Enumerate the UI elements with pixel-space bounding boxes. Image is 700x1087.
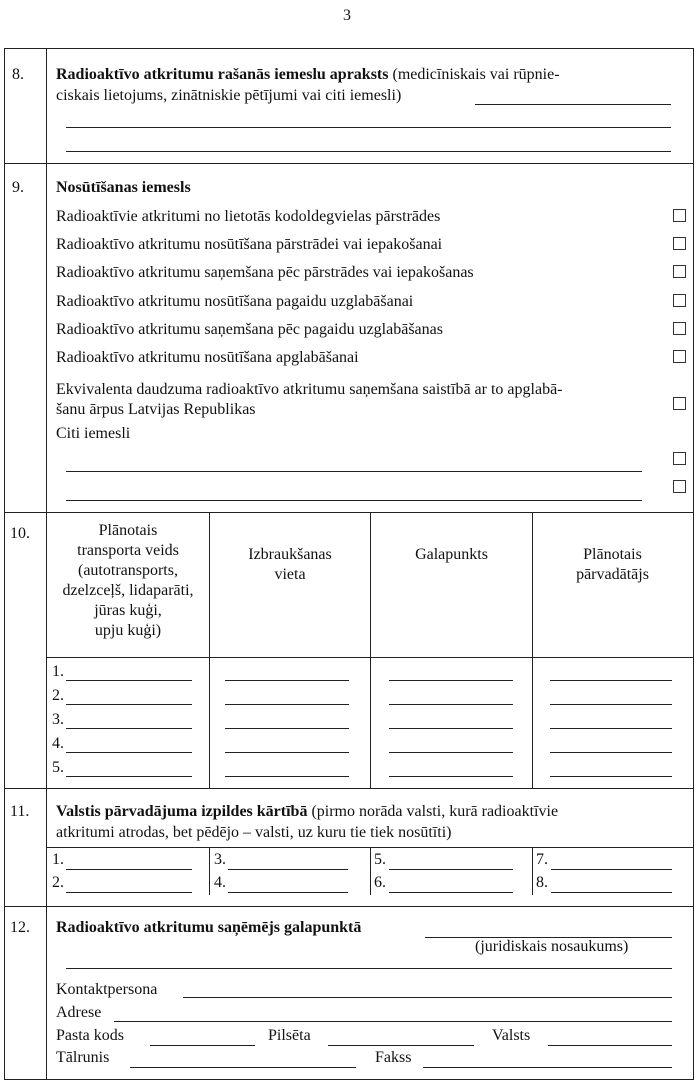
country-1-field[interactable]	[66, 869, 192, 870]
section-9-title: Nosūtīšanas iemesls	[56, 179, 191, 196]
postal-code-field[interactable]	[150, 1045, 255, 1046]
phone-label: Tālrunis	[56, 1049, 110, 1066]
section-8-field-1[interactable]	[475, 104, 671, 105]
carrier-header	[533, 545, 692, 585]
departure-header-line-2: vieta	[274, 566, 306, 583]
page-number: 3	[343, 7, 351, 24]
fax-label: Fakss	[375, 1049, 412, 1066]
transport-row-1-destination-field[interactable]	[389, 680, 513, 681]
carrier-header-line-1: Plānotais	[583, 546, 642, 563]
country-field[interactable]	[548, 1045, 672, 1046]
country-4-field[interactable]	[228, 892, 348, 893]
contact-person-field[interactable]	[183, 997, 672, 998]
transport-row-5-destination-field[interactable]	[389, 776, 513, 777]
fax-field[interactable]	[423, 1067, 672, 1068]
transport-row-1-type-field[interactable]	[66, 680, 192, 681]
reason-option-2-label: Radioaktīvo atkritumu nosūtīšana pārstrādei vai iepakošanai	[56, 236, 443, 253]
section-8-field-2[interactable]	[66, 127, 671, 128]
reason-other-field-1[interactable]	[66, 471, 642, 472]
transport-type-header-line-1: Plānotais	[98, 522, 158, 539]
transport-row-2-number: 2.	[52, 687, 64, 704]
transport-row-2-departure-field[interactable]	[225, 704, 349, 705]
destination-header	[371, 545, 532, 565]
reason-other-checkbox-1[interactable]	[673, 452, 686, 465]
address-field[interactable]	[114, 1021, 672, 1022]
country-3-field[interactable]	[228, 869, 348, 870]
transport-type-header-line-3: (autotransports,	[78, 562, 178, 579]
country-2-label: 2.	[52, 874, 64, 891]
departure-header	[210, 545, 370, 585]
country-6-label: 6.	[374, 874, 386, 891]
reason-option-4-label: Radioaktīvo atkritumu nosūtīšana pagaidu uzglabāšanai	[56, 293, 414, 310]
country-label: Valsts	[492, 1027, 531, 1044]
transport-type-header	[47, 521, 209, 641]
section-8-title: Radioaktīvo atkritumu rašanās iemeslu apraksts	[56, 66, 389, 83]
reason-option-7-label-2: šanu ārpus Latvijas Republikas	[56, 401, 256, 418]
transport-row-3-carrier-field[interactable]	[550, 728, 672, 729]
city-label: Pilsēta	[268, 1027, 311, 1044]
reason-option-5-label: Radioaktīvo atkritumu saņemšana pēc pagaidu uzglabāšanas	[56, 321, 443, 338]
country-8-label: 8.	[536, 874, 548, 891]
transport-type-header-line-4: dzelzceļš, lidaparāti,	[62, 582, 194, 599]
reason-option-3-checkbox[interactable]	[673, 265, 686, 278]
departure-header-line-1: Izbraukšanas	[248, 546, 332, 563]
section-8-number: 8.	[12, 66, 24, 83]
section-12-number: 12.	[10, 919, 30, 936]
section-8-heading	[56, 65, 560, 84]
section-11-heading	[56, 802, 558, 821]
section-11-title: Valstis pārvadājuma izpildes kārtībā	[56, 803, 308, 820]
country-3-label: 3.	[214, 851, 226, 868]
postal-code-label: Pasta kods	[56, 1027, 124, 1044]
city-field[interactable]	[328, 1045, 474, 1046]
reason-option-6-label: Radioaktīvo atkritumu nosūtīšana apglabāšanai	[56, 349, 359, 366]
transport-row-5-departure-field[interactable]	[225, 776, 349, 777]
reason-option-6-checkbox[interactable]	[673, 350, 686, 363]
reason-option-1-checkbox[interactable]	[673, 209, 686, 222]
section-12-title: Radioaktīvo atkritumu saņēmējs galapunktā	[56, 919, 362, 936]
section-8-text-1: (medicīniskais vai rūpnie-	[388, 66, 560, 83]
country-8-field[interactable]	[551, 892, 672, 893]
section-11-number: 11.	[10, 803, 30, 820]
address-label: Adrese	[56, 1004, 102, 1021]
transport-row-4-type-field[interactable]	[66, 752, 192, 753]
reason-other-field-2[interactable]	[66, 500, 642, 501]
transport-row-5-type-field[interactable]	[66, 776, 192, 777]
section-11-text-2: atkritumi atrodas, bet pēdējo – valsti, uz kuru tie tiek nosūtīti)	[56, 824, 452, 841]
reason-option-4-checkbox[interactable]	[673, 294, 686, 307]
reason-option-7-label-1: Ekvivalenta daudzuma radioaktīvo atkritumu saņemšana saistībā ar to apglabā-	[56, 381, 563, 398]
section-11-text-1: (pirmo norāda valsti, kurā radioaktīvie	[307, 803, 559, 820]
reason-option-7-checkbox[interactable]	[673, 397, 686, 410]
transport-row-3-departure-field[interactable]	[225, 728, 349, 729]
country-7-field[interactable]	[551, 869, 672, 870]
recipient-name-field-2[interactable]	[66, 968, 672, 969]
reason-option-3-label: Radioaktīvo atkritumu saņemšana pēc pārstrādes vai iepakošanas	[56, 264, 474, 281]
transport-type-header-line-2: transporta veids	[77, 542, 179, 559]
reason-option-1-label: Radioaktīvie atkritumi no lietotās kodoldegvielas pārstrādes	[56, 208, 441, 225]
transport-row-1-departure-field[interactable]	[225, 680, 349, 681]
transport-row-2-carrier-field[interactable]	[550, 704, 672, 705]
section-9-number: 9.	[12, 179, 24, 196]
transport-row-1-carrier-field[interactable]	[550, 680, 672, 681]
transport-row-5-number: 5.	[52, 759, 64, 776]
transport-row-4-destination-field[interactable]	[389, 752, 513, 753]
transport-row-2-type-field[interactable]	[66, 704, 192, 705]
contact-person-label: Kontaktpersona	[56, 981, 158, 998]
transport-row-4-departure-field[interactable]	[225, 752, 349, 753]
transport-row-5-carrier-field[interactable]	[550, 776, 672, 777]
transport-row-3-type-field[interactable]	[66, 728, 192, 729]
country-5-field[interactable]	[389, 869, 513, 870]
carrier-header-line-2: pārvadātājs	[576, 566, 649, 583]
country-1-label: 1.	[52, 851, 64, 868]
phone-field[interactable]	[130, 1067, 356, 1068]
country-7-label: 7.	[536, 851, 548, 868]
transport-row-3-number: 3.	[52, 711, 64, 728]
reason-other-checkbox-2[interactable]	[673, 480, 686, 493]
transport-row-3-destination-field[interactable]	[389, 728, 513, 729]
country-4-label: 4.	[214, 874, 226, 891]
transport-row-4-number: 4.	[52, 735, 64, 752]
recipient-name-caption: (juridiskais nosaukums)	[475, 938, 629, 955]
section-8-field-3[interactable]	[66, 151, 671, 152]
reason-option-2-checkbox[interactable]	[673, 237, 686, 250]
country-6-field[interactable]	[389, 892, 513, 893]
transport-row-4-carrier-field[interactable]	[550, 752, 672, 753]
destination-header-line-1: Galapunkts	[415, 546, 488, 563]
reason-option-5-checkbox[interactable]	[673, 322, 686, 335]
transport-type-header-line-5: jūras kuģi,	[94, 602, 162, 619]
country-5-label: 5.	[374, 851, 386, 868]
section-10-number: 10.	[10, 525, 30, 542]
transport-row-2-destination-field[interactable]	[389, 704, 513, 705]
transport-row-1-number: 1.	[52, 663, 64, 680]
country-2-field[interactable]	[66, 892, 192, 893]
section-8-text-2: ciskais lietojums, zinātniskie pētījumi vai citi iemesli)	[56, 87, 402, 104]
transport-type-header-line-6: upju kuģi)	[94, 622, 162, 639]
reason-other-label: Citi iemesli	[56, 425, 131, 442]
